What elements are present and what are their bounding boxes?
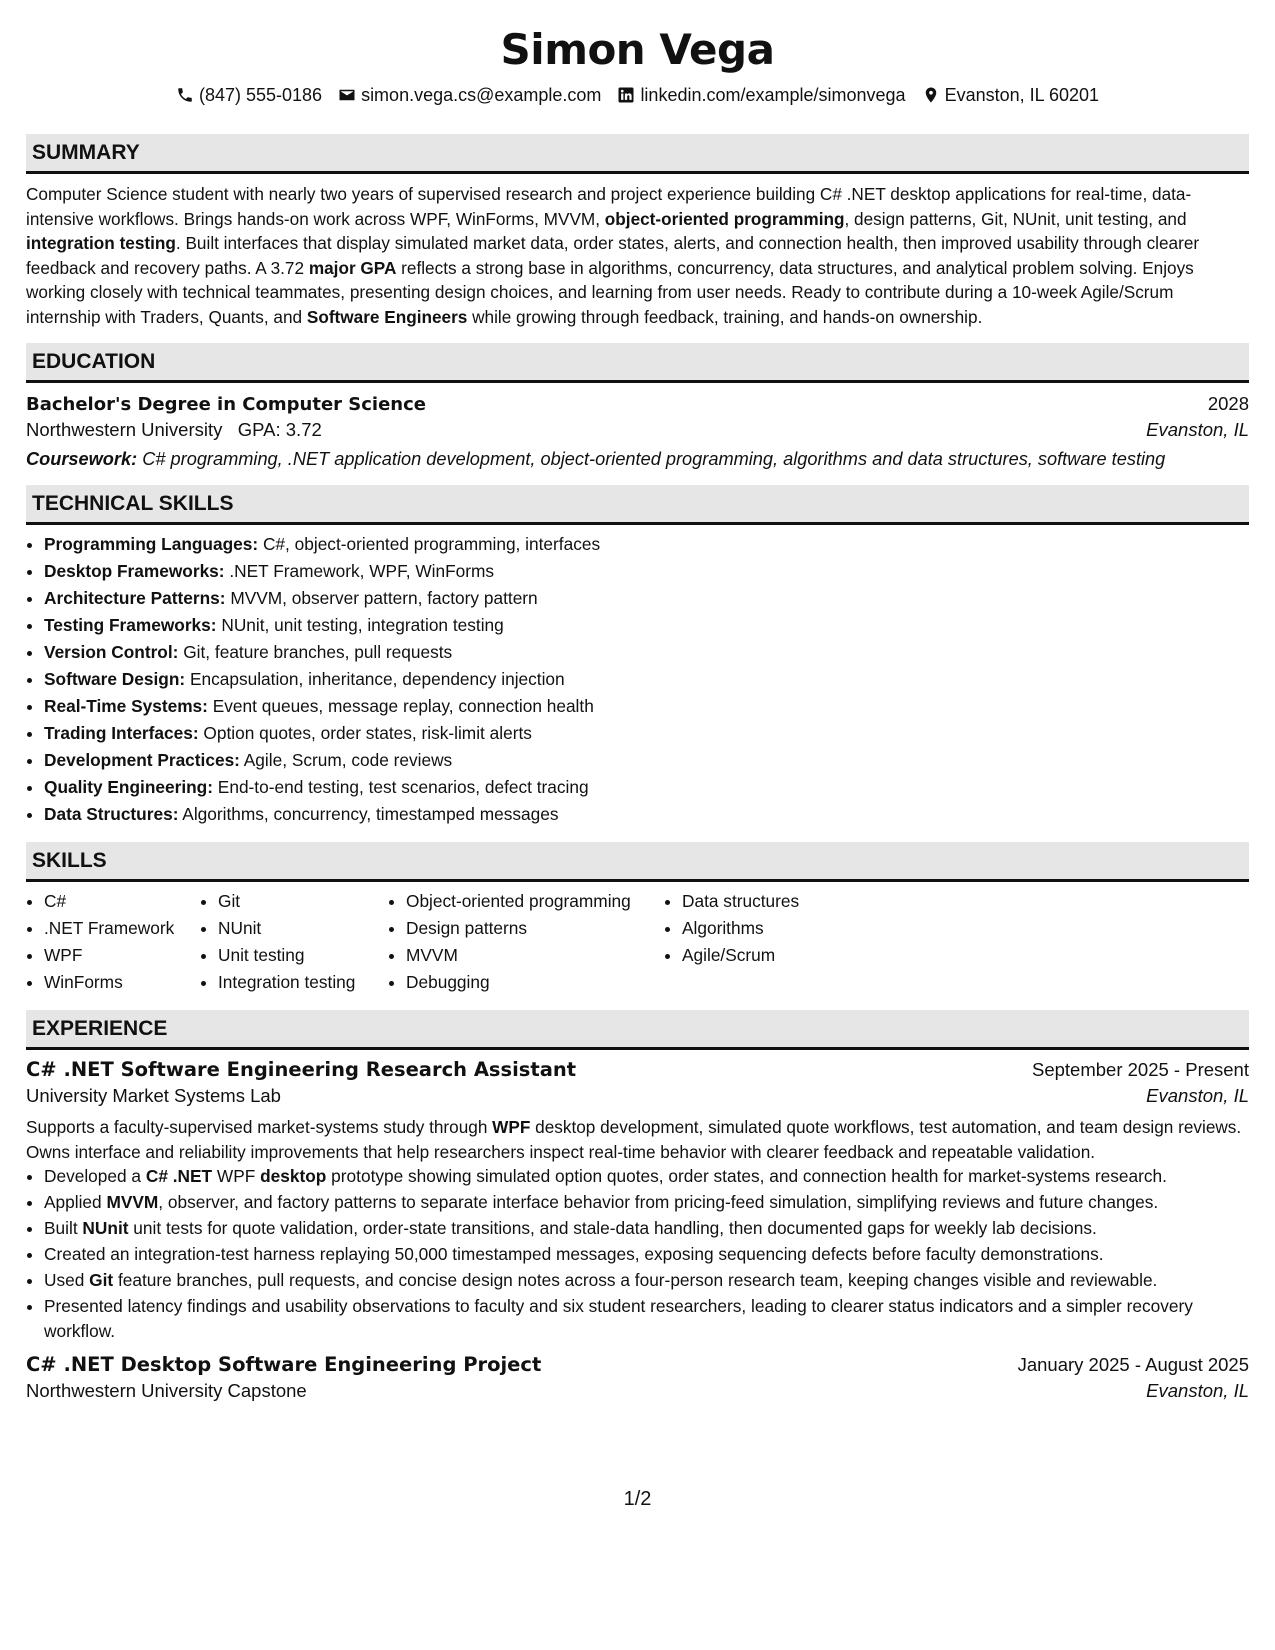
tech-skill-item: • Data Structures: Algorithms, concurrency, timestamped messages [44, 801, 1249, 828]
skill-item: • Git [218, 888, 388, 915]
summary-heading: SUMMARY [26, 134, 1249, 174]
tech-skill-item: • Development Practices: Agile, Scrum, code reviews [44, 747, 1249, 774]
coursework-label: Coursework: [26, 449, 138, 469]
candidate-name: Simon Vega [500, 25, 775, 74]
skill-item: • MVVM [406, 942, 664, 969]
email-link[interactable]: simon.vega.cs@example.com [361, 84, 602, 105]
job-bullet: • Applied MVVM, observer, and factory patterns to separate interface behavior from pricing-feed simulation, simplifying reviews and future changes. [44, 1190, 1249, 1215]
job-org-row [26, 1380, 1249, 1402]
experience-heading: EXPERIENCE [26, 1010, 1249, 1050]
job-bullet: • Created an integration-test harness replaying 50,000 timestamped messages, exposing sequencing defects before faculty demonstrations. [44, 1242, 1249, 1267]
skills-grid [26, 888, 1249, 996]
tech-skill-item: • Trading Interfaces: Option quotes, order states, risk-limit alerts [44, 720, 1249, 747]
job-title-row [26, 1353, 1249, 1376]
map-pin-icon [922, 86, 940, 104]
job-bullet: • Used Git feature branches, pull requests, and concise design notes across a four-person research team, keeping changes visible and reviewable. [44, 1268, 1249, 1293]
skill-item: • C# [44, 888, 200, 915]
skill-item: • Unit testing [218, 942, 388, 969]
education-degree-row [26, 393, 1249, 415]
tech-skill-item: • Real-Time Systems: Event queues, message replay, connection health [44, 693, 1249, 720]
tech-skill-item: • Software Design: Encapsulation, inheritance, dependency injection [44, 666, 1249, 693]
contact-phone [176, 85, 322, 106]
skill-item: • Debugging [406, 969, 664, 996]
experience-entry [26, 1058, 1249, 1343]
tech-skill-item: • Desktop Frameworks: .NET Framework, WPF, WinForms [44, 558, 1249, 585]
skill-item: • WPF [44, 942, 200, 969]
school-info [26, 419, 322, 441]
skill-item: • Agile/Scrum [682, 942, 882, 969]
envelope-icon [338, 86, 356, 104]
skill-item: • Design patterns [406, 915, 664, 942]
skills-heading: SKILLS [26, 842, 1249, 882]
page-number: 1/2 [623, 1488, 652, 1510]
skill-item: • Object-oriented programming [406, 888, 664, 915]
job-title: C# .NET Desktop Software Engineering Project [26, 1353, 542, 1376]
job-organization: University Market Systems Lab [26, 1085, 281, 1106]
skills-column-1 [26, 888, 200, 996]
skill-item: • Integration testing [218, 969, 388, 996]
education-heading: EDUCATION [26, 343, 1249, 383]
coursework [26, 447, 1249, 471]
tech-skill-item: • Testing Frameworks: NUnit, unit testing, integration testing [44, 612, 1249, 639]
linkedin-link[interactable]: linkedin.com/example/simonvega [640, 84, 906, 105]
job-bullet: • Built NUnit unit tests for quote validation, order-state transitions, and stale-data handling, then documented gaps for weekly lab decisions. [44, 1216, 1249, 1241]
linkedin-icon [617, 86, 635, 104]
job-description: Supports a faculty-supervised market-systems study through WPF desktop development, simulated quote workflows, test automation, and team design reviews. Owns interface and reliability improvements that help researchers inspect real-time behavior with clearer feedback and repeatable validation. [26, 1117, 1242, 1162]
degree-title: Bachelor's Degree in Computer Science [26, 394, 426, 415]
contact-bar [26, 82, 1249, 108]
summary-text: Computer Science student with nearly two years of supervised research and project experience building C# .NET desktop applications for real-time, data-intensive workflows. Brings hands-on work across WPF, WinForms, MVVM, object-oriented programming, design patterns, Git, NUnit, unit testing, and integration testing. Built interfaces that display simulated market data, order states, alerts, and connection health, then improved usability through clearer feedback and recovery paths. A 3.72 major GPA reflects a strong base in algorithms, concurrency, data structures, and analytical problem solving. Enjoys working closely with technical teammates, presenting design choices, and learning from user needs. Ready to contribute during a 10-week Agile/Scrum internship with Traders, Quants, and Software Engineers while growing through feedback, training, and hands-on ownership. [26, 184, 1200, 327]
tech-skill-item: • Programming Languages: C#, object-oriented programming, interfaces [44, 531, 1249, 558]
skills-column-2 [200, 888, 388, 996]
skill-item: • Data structures [682, 888, 882, 915]
tech-skill-item: • Quality Engineering: End-to-end testing, test scenarios, defect tracing [44, 774, 1249, 801]
job-organization: Northwestern University Capstone [26, 1380, 307, 1401]
skills-column-4 [664, 888, 882, 996]
location-text: Evanston, IL 60201 [944, 84, 1100, 105]
tech-skill-item: • Architecture Patterns: MVVM, observer pattern, factory pattern [44, 585, 1249, 612]
job-bullet: • Developed a C# .NET WPF desktop prototype showing simulated option quotes, order states, and connection health for market-systems research. [44, 1164, 1249, 1189]
coursework-list: C# programming, .NET application development, object-oriented programming, algorithms and data structures, software testing [137, 449, 1166, 469]
job-org-row [26, 1085, 1249, 1107]
graduation-year: 2028 [1207, 393, 1249, 414]
technical-skills-heading: TECHNICAL SKILLS [26, 485, 1249, 525]
skill-item: • NUnit [218, 915, 388, 942]
job-dates: September 2025 - Present [1032, 1059, 1249, 1080]
job-bullets [26, 1164, 1249, 1343]
school-location: Evanston, IL [1146, 419, 1249, 440]
skills-column-3 [388, 888, 664, 996]
job-location: Evanston, IL [1146, 1380, 1249, 1401]
job-dates: January 2025 - August 2025 [1017, 1354, 1249, 1375]
experience-entry [26, 1353, 1249, 1402]
school-name: Northwestern University [26, 419, 223, 440]
contact-email[interactable] [338, 85, 601, 106]
skill-item: • Algorithms [682, 915, 882, 942]
gpa: GPA: 3.72 [237, 419, 322, 440]
education-school-row [26, 419, 1249, 441]
technical-skills-list [26, 531, 1249, 828]
skill-item: • .NET Framework [44, 915, 200, 942]
job-bullet: • Presented latency findings and usability observations to faculty and six student researchers, leading to clearer status indicators and a simpler recovery workflow. [44, 1294, 1249, 1343]
job-location: Evanston, IL [1146, 1085, 1249, 1106]
skill-item: • WinForms [44, 969, 200, 996]
job-title-row [26, 1058, 1249, 1081]
tech-skill-item: • Version Control: Git, feature branches, pull requests [44, 639, 1249, 666]
resume-content [26, 0, 1249, 1402]
contact-location [922, 85, 1099, 106]
contact-linkedin[interactable] [617, 85, 905, 106]
phone-icon [176, 86, 194, 104]
phone-text: (847) 555-0186 [198, 84, 323, 105]
job-title: C# .NET Software Engineering Research Assistant [26, 1058, 577, 1081]
